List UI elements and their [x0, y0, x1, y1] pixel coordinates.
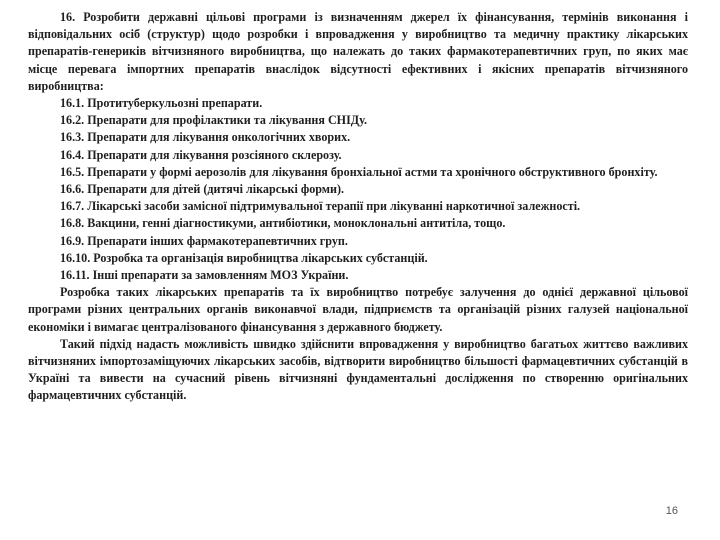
- list-item: 16.7. Лікарські засоби замісної підтримувальної терапії при лікуванні наркотичної залежності.: [60, 199, 581, 214]
- list-item: 16.5. Препарати у формі аерозолів для лікування бронхіальної астми та хронічного обструктивного бронхіту.: [60, 164, 658, 179]
- list-item: 16.11. Інші препарати за замовленням МОЗ України.: [60, 268, 349, 283]
- list-item: 16.10. Розробка та організація виробництва лікарських субстанцій.: [60, 250, 428, 265]
- page-number: 16: [665, 505, 678, 517]
- body-paragraph: Розробка таких лікарських препаратів та їх виробництво потребує залучення до однієї державної цільової програми різних центральних органів виконавчої влади, підприємств та організацій різних галузей національної економіки і вимагає централізованого фінансування з державного бюджету.: [28, 285, 688, 334]
- list-item: 16.9. Препарати інших фармакотерапевтичних груп.: [60, 233, 348, 248]
- list-item: 16.6. Препарати для дітей (дитячі лікарські форми).: [60, 182, 345, 197]
- intro-paragraph: 16. Розробити державні цільові програми із визначенням джерел їх фінансування, термінів виконання і відповідальних осіб (структур) щодо розробки і впровадження у виробництво та медичну практику лікарських препаратів-генериків вітчизняного виробництва, що належать до таких фармакотерапевтичних груп, по яких має місце перевага імпортних препаратів внаслідок відсутності ефективних і якісних препаратів вітчизняного виробництва:: [28, 10, 688, 93]
- list-item: 16.2. Препарати для профілактики та лікування СНІДу.: [60, 113, 367, 128]
- list-item: 16.4. Препарати для лікування розсіяного склерозу.: [60, 147, 342, 162]
- body-paragraph: Такий підхід надасть можливість швидко здійснити впровадження у виробництво багатьох життєво важливих вітчизняних імпортозаміщуючих лікарських засобів, відтворити виробництво більшості фармацевтичних субстанцій в Україні та вивести на сучасний рівень вітчизняні фундаментальні дослідження по створенню оригінальних фармацевтичних субстанцій.: [28, 336, 688, 403]
- document-body: [28, 9, 688, 405]
- list-item: 16.3. Препарати для лікування онкологічних хворих.: [60, 130, 351, 145]
- list-item: 16.8. Вакцини, генні діагностикуми, антибіотики, моноклональні антитіла, тощо.: [60, 216, 506, 231]
- list-item: 16.1. Протитуберкульозні препарати.: [60, 96, 263, 111]
